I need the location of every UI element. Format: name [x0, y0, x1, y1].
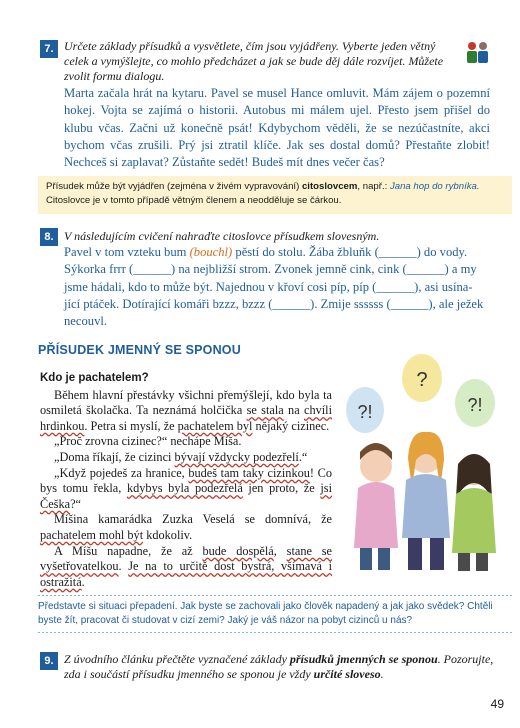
task8-line: pěstí do stolu. Žába žbluňk (______) do vody. [232, 245, 468, 259]
task8-line: jící ptáček. Dotírající komáři bzzz, bzzz (______). Zmije ssssss (______), ale ježek [64, 296, 484, 311]
article-paragraph: A Míšu napadne, že až bude dospělá, stane se vyšetřovatelkou. Je na to určitě dost bystrá, všímavá i ostražitá. [40, 543, 333, 589]
discussion-prompt: Představte si situaci přepadení. Jak byste se zachovali jako člověk napadený a jak jako svědek? Chtěli byste žít, pracovat či studovat v cizí zemi? Jaký je váš názor na pobyt cizinců u nás? [38, 601, 493, 627]
note-keyword: citoslovcem [301, 181, 358, 192]
task8-sentences [64, 244, 504, 330]
note-text-1: Přísudek může být vyjádřen (zejména v živém vypravování) [46, 181, 302, 192]
task8-line: Sýkorka frrr (______) na nejbližší strom. Zvonek jemně cink, cink (______) a my [64, 262, 477, 277]
note-example: Jana hop do rybníka. [389, 181, 480, 192]
divider [38, 595, 512, 596]
article-paragraph: „Doma říkají, že cizinci bývají vždycky podezřelí.“ [54, 449, 308, 464]
task8-line: jsme hádali, kdo to může být. Najednou v křoví cosi píp, píp (______), asi usína- [64, 279, 473, 294]
note-text-3: Citoslovce je v tomto případě větným členem a neodděluje se čárkou. [46, 195, 342, 206]
group-work-icon [464, 40, 490, 64]
note-text-2: , např.: [357, 181, 390, 192]
task-number: 9. [40, 652, 58, 670]
article [40, 371, 332, 590]
task-instruction: Určete základy přísudků a vysvětlete, čím jsou vyjádřeny. Vyberte jeden větný celek a vymýšlejte, co mohlo předcházet a jak se bude děj dále rozvíjet. Můžete zvolit formu dialogu. [64, 39, 444, 83]
bubble-question: ? [416, 369, 428, 391]
divider [38, 632, 512, 633]
article-paragraph: „Proč zrovna cizinec?“ nechápe Míša. [54, 434, 242, 449]
article-paragraph: Během hlavní přestávky všichni přemýšlejí, kdo byla ta osmiletá školačka. Ta neznámá holčička se stala na chvíli hrdinkou. Petra si myslí, že pachatelem byl nějaký cizinec. [40, 387, 332, 433]
task-instruction: Z úvodního článku přečtěte vyznačené základy přísudků jmenných se sponou. Pozorujte, zda i součástí přísudku jmenného se sponou je vždy určité sloveso. [64, 652, 494, 681]
task7-sentences: Marta začala hrát na kytaru. Pavel se musel Hance omluvit. Mám zájem o pozemní hokej. Vojta se zajímá o historii. Autobus mi málem ujel. Přesto jsem přišel do klubu včas. Začni už konečně psát! Kdybychom věděli, že se nezúčastníte, akci bychom včas zrušili. Prý jsi ztratil klíče. Jak ses dostal domů? Přestaňte zlobit! Nechceš si zaplavat? Zůstaňte sedět! Budeš mít dnes večer čas? [64, 86, 490, 170]
task8-line: necouvl. [64, 314, 108, 329]
bubble-question: ?! [357, 402, 373, 422]
article-title: Kdo je pachatelem? [40, 372, 149, 384]
task-number: 8. [40, 228, 58, 246]
girls-illustration [340, 348, 510, 573]
bubble-question: ?! [467, 395, 483, 415]
task-number: 7. [40, 40, 58, 58]
grammar-note [38, 176, 512, 214]
task8-line: Pavel v tom vzteku bum [64, 245, 190, 259]
article-paragraph: Míšina kamarádka Zuzka Veselá se domnívá, že pachatelem mohl být kdokoliv. [40, 512, 332, 542]
section-heading: PŘÍSUDEK JMENNÝ SE SPONOU [38, 343, 241, 357]
page-number: 49 [490, 697, 504, 711]
article-paragraph: „Když pojedeš za hranice, budeš tam taky cizinkou! Co bys tomu řekla, kdybys byla podezřelá jen proto, že jsi Češka?“ [40, 465, 332, 511]
task8-example: (bouchl) [189, 245, 233, 259]
task-instruction: V následujícím cvičení nahraďte citoslovce přísudkem slovesným. [64, 229, 380, 243]
